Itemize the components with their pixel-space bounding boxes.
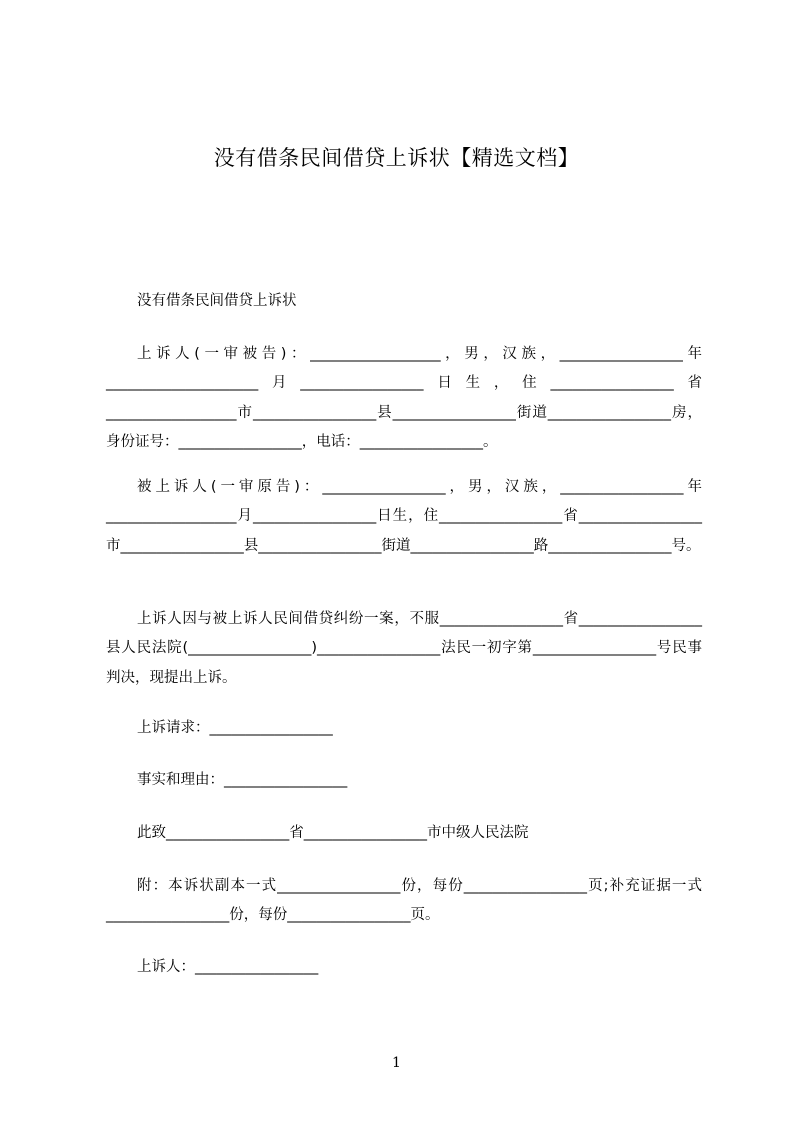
appellant-paragraph: 上诉人(一审被告)：__________________，男，汉族，_________________年_____________________月_________________日生，住_________________省__________________市_________________县_________________街道_________________房，身份证号：_________________，电话：_________________。 [106,346,702,450]
appeal-intro-paragraph: 上诉人因与被上诉人民间借贷纠纷一案，不服_________________省_________________县人民法院(_________________)_________________法民一初字第_________________号民事判决，现提出上诉。 [106,611,702,686]
appellee-paragraph: 被上诉人(一审原告)：_________________，男，汉族，_________________年__________________月_________________日生，住_________________省_________________市_________________县_________________街道_________________路_________________号。 [106,479,702,554]
page-number: 1 [392,1055,401,1071]
document-subtitle: 没有借条民间借贷上诉状 [137,293,297,309]
facts-and-reasons: 事实和理由：_________________ [137,772,348,788]
salutation: 此致_________________省_________________市中级人民法院 [137,825,529,841]
document-title: 没有借条民间借贷上诉状【精选文档】 [213,146,580,170]
attachment-paragraph: 附：本诉状副本一式_________________份，每份_________________页;补充证据一式_________________份，每份_________________页。 [106,878,702,924]
signature-line: 上诉人：_________________ [137,959,319,975]
appeal-request: 上诉请求：_________________ [137,720,333,736]
